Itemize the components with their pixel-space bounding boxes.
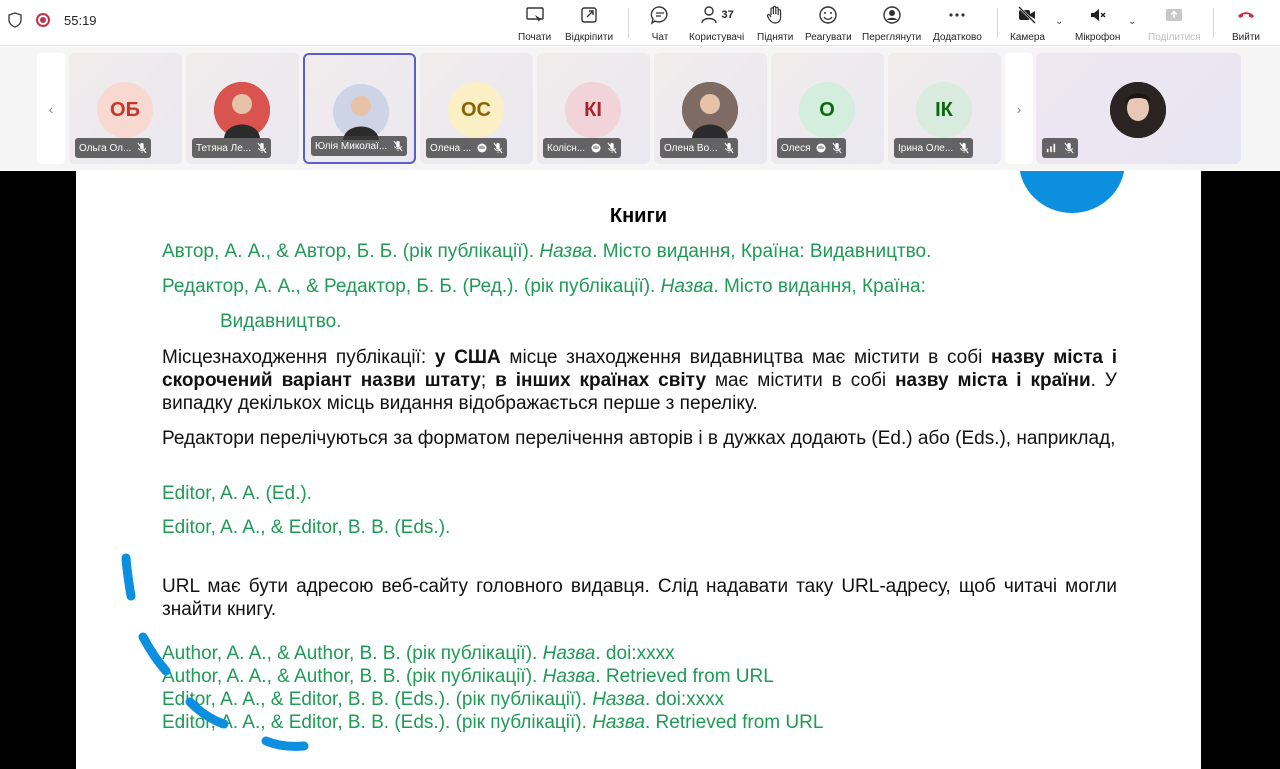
- chat-icon: [650, 5, 670, 25]
- online-example-3: [162, 689, 724, 711]
- ref-text: . doi:xxxx: [595, 643, 675, 664]
- ref-text: Author, A. A., & Author, B. B. (рік публікації).: [162, 666, 543, 687]
- camera-label: Камера: [1010, 32, 1045, 43]
- leave-label: Вийти: [1232, 32, 1261, 43]
- popout-label: Відкріпити: [565, 32, 614, 43]
- start-button[interactable]: [518, 5, 551, 43]
- mic-label: Мікрофон: [1075, 32, 1121, 43]
- participant-tile[interactable]: [654, 53, 767, 164]
- presentation-slide: [76, 171, 1201, 769]
- ref-text: . Retrieved from URL: [644, 712, 824, 733]
- participant-photo-icon: [333, 84, 389, 140]
- participant-avatar: ОС: [448, 82, 504, 138]
- participant-avatar: [333, 84, 389, 140]
- leave-button[interactable]: [1232, 5, 1260, 43]
- popout-icon: [579, 5, 599, 25]
- mic-options-chevron-icon[interactable]: ⌄: [1128, 16, 1137, 27]
- participant-tile[interactable]: [186, 53, 299, 164]
- raised-hand-icon: [591, 143, 601, 153]
- mic-muted-icon: [1088, 5, 1108, 25]
- participant-name: Олена ...: [430, 142, 472, 154]
- edited-book-reference-format: [162, 276, 926, 298]
- participant-name: Ірина Оле...: [898, 142, 954, 154]
- view-button[interactable]: [862, 5, 921, 43]
- react-label: Реагувати: [805, 32, 852, 43]
- mic-off-icon: [832, 142, 842, 154]
- more-button[interactable]: [933, 5, 982, 43]
- shared-screen: [0, 171, 1280, 769]
- camera-off-icon: [1017, 5, 1037, 25]
- hang-up-icon: [1236, 5, 1256, 25]
- ref-title-italic: Назва: [542, 643, 596, 664]
- raised-hand-icon: [477, 143, 487, 153]
- popout-button[interactable]: [565, 5, 613, 43]
- ref-text: Автор, А. А., & Автор, Б. Б. (рік публікації).: [162, 241, 540, 262]
- raise-label: Підняти: [757, 32, 794, 43]
- participants-count: 37: [721, 9, 734, 21]
- participant-name: Олена Во...: [664, 142, 718, 154]
- ref-title-italic: Назва: [539, 241, 593, 262]
- toolbar-divider: [1213, 8, 1214, 38]
- para-bold: у США: [434, 347, 501, 368]
- mic-off-icon: [137, 142, 147, 154]
- participant-tile[interactable]: [771, 53, 884, 164]
- signal-bars-icon: [1046, 142, 1056, 154]
- people-icon: [699, 5, 719, 25]
- participant-namebar: [660, 138, 738, 158]
- toolbar-divider: [628, 8, 629, 38]
- ref-text: Author, A. A., & Author, B. B. (рік публікації).: [162, 643, 543, 664]
- mic-button[interactable]: [1075, 5, 1120, 43]
- more-dots-icon: [947, 5, 967, 25]
- share-tray-icon: [1164, 5, 1184, 25]
- ref-text: . Місто видання, Країна:: [713, 276, 926, 297]
- ref-text: . Retrieved from URL: [595, 666, 774, 687]
- meeting-status: [8, 12, 97, 28]
- online-example-4: [162, 712, 823, 734]
- participant-namebar: [192, 138, 271, 158]
- publication-location-paragraph: [162, 346, 1117, 415]
- people-button[interactable]: [689, 5, 744, 43]
- strip-next-arrow[interactable]: [1005, 53, 1033, 164]
- participant-namebar: [777, 138, 846, 158]
- para-text: Місцезнаходження публікації:: [162, 347, 435, 368]
- more-label: Додатково: [933, 32, 982, 43]
- para-text: місце знаходження видавництва має містити в собі: [500, 347, 992, 368]
- participant-name: Юлія Миколаї...: [315, 140, 388, 152]
- participant-namebar: [75, 138, 151, 158]
- ref-text: Editor, A. A., & Editor, B. B. (Eds.). (рік публікації).: [162, 689, 593, 710]
- meeting-toolbar: [0, 0, 1280, 46]
- participant-avatar: ОБ: [97, 82, 153, 138]
- editor-example-multiple: Editor, A. A., & Editor, B. B. (Eds.).: [162, 517, 451, 538]
- participant-name: Ольга Ол...: [79, 142, 132, 154]
- online-example-2: [162, 666, 774, 688]
- ref-title-italic: Назва: [592, 689, 645, 710]
- mic-off-icon: [1064, 142, 1074, 154]
- participant-avatar: О: [799, 82, 855, 138]
- camera-button[interactable]: [1010, 5, 1045, 43]
- raise-hand-button[interactable]: [757, 5, 793, 43]
- url-paragraph: URL має бути адресою веб-сайту головного видавця. Слід надавати таку URL-адресу, щоб читачі могли знайти книгу.: [162, 576, 1117, 620]
- slide-title: Книги: [609, 205, 668, 227]
- view-label: Переглянути: [862, 32, 922, 43]
- online-example-1: [162, 643, 675, 665]
- chevron-right-icon: ›: [1016, 100, 1022, 117]
- hand-icon: [765, 5, 785, 25]
- ref-text: . doi:xxxx: [644, 689, 725, 710]
- strip-prev-arrow[interactable]: [37, 53, 65, 164]
- edited-book-reference-continued: Видавництво.: [220, 311, 342, 332]
- mic-off-icon: [257, 142, 267, 154]
- participant-namebar: [894, 138, 973, 158]
- participant-avatar: ІК: [916, 82, 972, 138]
- camera-options-chevron-icon[interactable]: ⌄: [1055, 16, 1064, 27]
- book-reference-format: [162, 241, 931, 263]
- para-bold: назву міста і скорочений варіант назви штату: [162, 347, 1117, 391]
- people-label: Користувачі: [689, 32, 745, 43]
- share-label: Поділитися: [1148, 32, 1201, 43]
- editor-example-single: Editor, A. A. (Ed.).: [162, 483, 312, 504]
- share-button[interactable]: [1148, 5, 1201, 43]
- para-text: . У випадку декількох місць видання відображається перше з переліку.: [162, 370, 1117, 414]
- participant-avatar: [214, 82, 270, 138]
- start-label: Почати: [518, 32, 552, 43]
- ref-text: Редактор, А. А., & Редактор, Б. Б. (Ред.). (рік публікації).: [162, 276, 661, 297]
- participant-avatar: КІ: [565, 82, 621, 138]
- toolbar-divider: [997, 8, 998, 38]
- participant-namebar: [543, 138, 621, 158]
- mic-off-icon: [607, 142, 617, 154]
- mic-off-icon: [959, 142, 969, 154]
- self-namebar: [1042, 138, 1078, 158]
- react-button[interactable]: [805, 5, 852, 43]
- participant-name: Колісн...: [547, 142, 586, 154]
- ref-title-italic: Назва: [592, 712, 645, 733]
- chevron-left-icon: ‹: [48, 100, 54, 117]
- para-bold: назву міста і країни: [895, 370, 1091, 391]
- mic-off-icon: [493, 142, 503, 154]
- participant-avatar: [682, 82, 738, 138]
- chat-label: Чат: [651, 32, 669, 43]
- participant-name: Тетяна Ле...: [196, 142, 252, 154]
- participant-tile[interactable]: [69, 53, 182, 164]
- smiley-icon: [818, 5, 838, 25]
- para-text: ;: [480, 370, 496, 391]
- mic-off-icon: [393, 140, 403, 152]
- editors-paragraph: Редактори перелічуються за форматом перелічення авторів і в дужках додають (Ed.) або (Eds.), наприклад,: [162, 428, 1116, 449]
- self-video-tile[interactable]: [1036, 53, 1241, 164]
- participant-photo-icon: [214, 82, 270, 138]
- shield-icon: [8, 12, 22, 28]
- participant-photo-icon: [682, 82, 738, 138]
- mic-off-icon: [724, 142, 734, 154]
- participant-tile[interactable]: [303, 53, 416, 164]
- participant-tile[interactable]: [537, 53, 650, 164]
- ref-title-italic: Назва: [542, 666, 596, 687]
- participant-tile[interactable]: [420, 53, 533, 164]
- recording-icon: [36, 13, 50, 27]
- ref-title-italic: Назва: [660, 276, 714, 297]
- self-photo-icon: [1110, 82, 1166, 138]
- person-circle-icon: [882, 5, 902, 25]
- participant-strip: [0, 47, 1280, 170]
- raised-hand-icon: [816, 143, 826, 153]
- meeting-timer: 55:19: [64, 12, 97, 28]
- ref-text: Editor, A. A., & Editor, B. B. (Eds.). (рік публікації).: [162, 712, 593, 733]
- para-text: має містити в собі: [706, 370, 896, 391]
- ref-text: . Місто видання, Країна: Видавництво.: [592, 241, 932, 262]
- participant-name: Олеся: [781, 142, 811, 154]
- self-avatar: [1110, 82, 1166, 138]
- chat-button[interactable]: [650, 5, 670, 43]
- participant-namebar: [426, 138, 507, 158]
- participant-namebar: [311, 136, 407, 156]
- para-bold: в інших країнах світу: [495, 370, 707, 391]
- screen-pointer-icon: [525, 5, 545, 25]
- participant-tile[interactable]: [888, 53, 1001, 164]
